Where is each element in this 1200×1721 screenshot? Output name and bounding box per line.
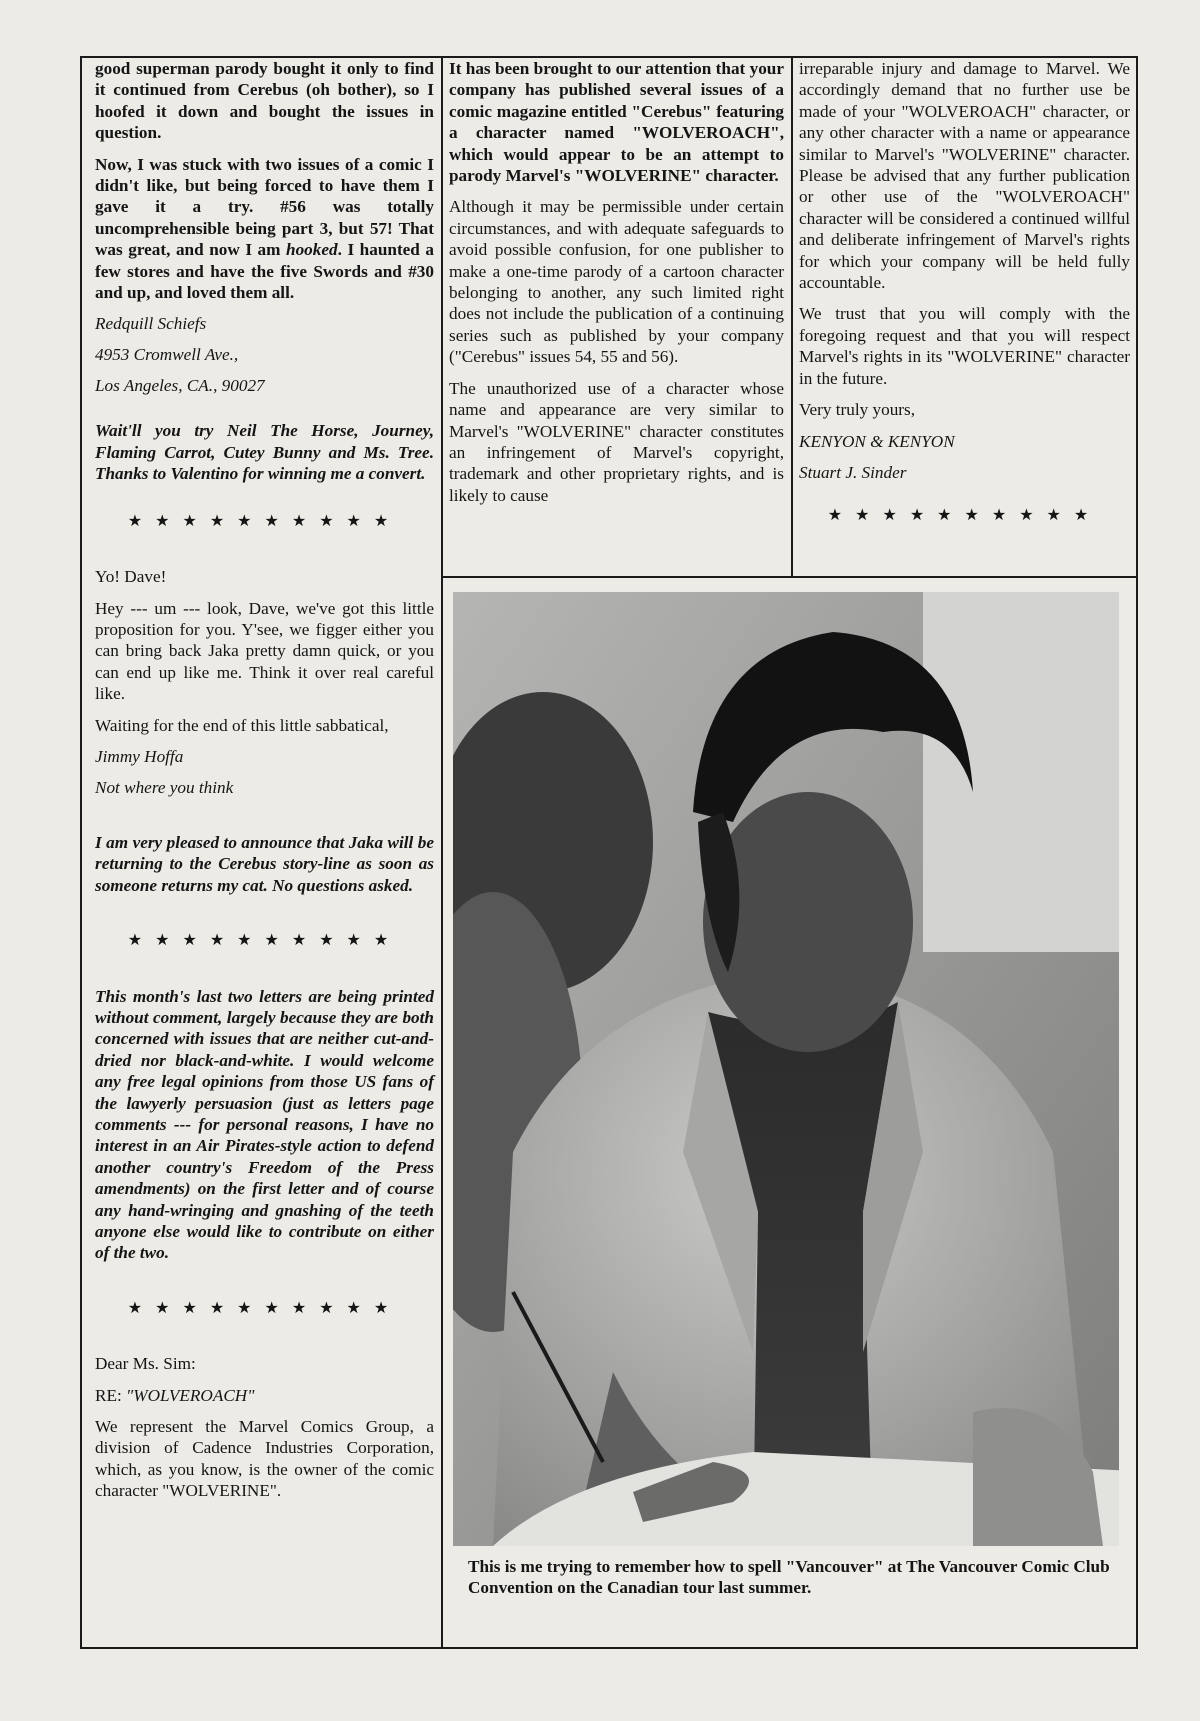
marvel-letter-paragraph-2: Although it may be permissible under certain circumstances, and with adequate safeguards to avoid possible confusion, for one publisher to make a one-time parody of a cartoon character belonging to another, any such limited right does not include the publication of a continuing series such as published by your company ("Cerebus" issues 54, 55 and 56). bbox=[449, 197, 784, 367]
letter-salutation: Dear Ms. Sim: bbox=[95, 1354, 196, 1374]
law-firm-name: KENYON & KENYON bbox=[799, 431, 955, 451]
letter-closing: Very truly yours, bbox=[799, 400, 915, 420]
photo-caption: This is me trying to remember how to spell "Vancouver" at The Vancouver Comic Club Convention on the Canadian tour last summer. bbox=[468, 1557, 1110, 1597]
signature-street: 4953 Cromwell Ave., bbox=[95, 345, 239, 365]
attorney-name: Stuart J. Sinder bbox=[799, 462, 907, 482]
hoffa-waiting: Waiting for the end of this little sabbatical, bbox=[95, 715, 389, 735]
letter-represent: We represent the Marvel Comics Group, a division of Cadence Industries Corporation, which, as you know, is the owner of the comic character "WOLVERINE". bbox=[95, 1417, 434, 1501]
hoffa-name: Jimmy Hoffa bbox=[95, 746, 184, 766]
star-divider: ★★★★★★★★★★ bbox=[127, 932, 402, 950]
photo-top-rule bbox=[441, 576, 1138, 578]
marvel-letter-paragraph-1: It has been brought to our attention that your company has published several issues of a comic magazine entitled "Cerebus" featuring a character named "WOLVEROACH", which would appear to be an attempt to parody Marvel's "WOLVERINE" character. bbox=[449, 59, 784, 186]
star-divider: ★★★★★★★★★★ bbox=[827, 506, 1102, 524]
letter-1-paragraph: Now, I was stuck with two issues of a comic I didn't like, but being forced to have them I gave it a try. #56 was totally uncomprehensible being part 3, but 57! That was great, and now I am hooked. I haunted a few stores and have the five Swords and #30 and up, and loved them all. bbox=[95, 154, 435, 303]
marvel-letter-paragraph-4: irreparable injury and damage to Marvel. We accordingly demand that no further use be made of your "WOLVEROACH" character, or any other character with a name or appearance similar to Marvel's "WOLVERINE" character. Please be advised that any further publication or other use of the "WOLVEROACH" character will be considered a continued willful and deliberate infringement of Marvel's rights for which your company will be held fully accountable. bbox=[799, 59, 1130, 293]
marvel-letter-paragraph-3: The unauthorized use of a character whose name and appearance are very similar to Marvel's "WOLVERINE" character constitutes an infringement of Marvel's copyright, trademark and other proprietary rights, and is likely to cause bbox=[449, 378, 784, 505]
photograph bbox=[453, 592, 1119, 1546]
marvel-letter-paragraph-5: We trust that you will comply with the foregoing request and that you will respect Marvel's rights in its "WOLVERINE" character in the future. bbox=[799, 304, 1130, 388]
column-divider-2 bbox=[791, 56, 793, 576]
hoffa-greeting: Yo! Dave! bbox=[95, 567, 167, 587]
photo-illustration bbox=[453, 592, 1119, 1546]
letter-re-line: RE: "WOLVEROACH" bbox=[95, 1385, 255, 1405]
editor-reply-2: I am very pleased to announce that Jaka will be returning to the Cerebus story-line as soon as someone returns my cat. No questions asked. bbox=[95, 832, 434, 895]
column-3 bbox=[799, 58, 1130, 536]
star-divider: ★★★★★★★★★★ bbox=[127, 512, 402, 530]
signature-city: Los Angeles, CA., 90027 bbox=[95, 376, 265, 396]
hoffa-place: Not where you think bbox=[95, 777, 234, 797]
star-divider: ★★★★★★★★★★ bbox=[127, 1299, 402, 1317]
editor-reply-3: This month's last two letters are being printed without comment, largely because they are both concerned with issues that are neither cut-and-dried nor black-and-white. I would welcome any free legal opinions from those US fans of the lawyerly persuasion (just as letters page comments --- for personal reasons, I have no interest in an Air Pirates-style action to defend another country's Freedom of the Press amendments) on the first letter and of course any hand-wringing and gnashing of the teeth anyone else would like to contribute on either of the two. bbox=[95, 986, 434, 1263]
editor-reply-1: Wait'll you try Neil The Horse, Journey, Flaming Carrot, Cutey Bunny and Ms. Tree. Thanks to Valentino for winning me a convert. bbox=[95, 421, 434, 484]
column-1 bbox=[95, 58, 434, 1512]
hoffa-body: Hey --- um --- look, Dave, we've got this little proposition for you. Y'see, we figger either you can bring back Jaka pretty damn quick, or you can end up like me. Think it over real careful like. bbox=[95, 598, 434, 704]
letter-1-continued: good superman parody bought it only to find it continued from Cerebus (oh bother), so I hoofed it down and bought the issues in question. bbox=[95, 59, 434, 143]
signature-name: Redquill Schiefs bbox=[95, 314, 207, 334]
column-2 bbox=[449, 58, 784, 516]
column-divider-1 bbox=[441, 56, 443, 1649]
